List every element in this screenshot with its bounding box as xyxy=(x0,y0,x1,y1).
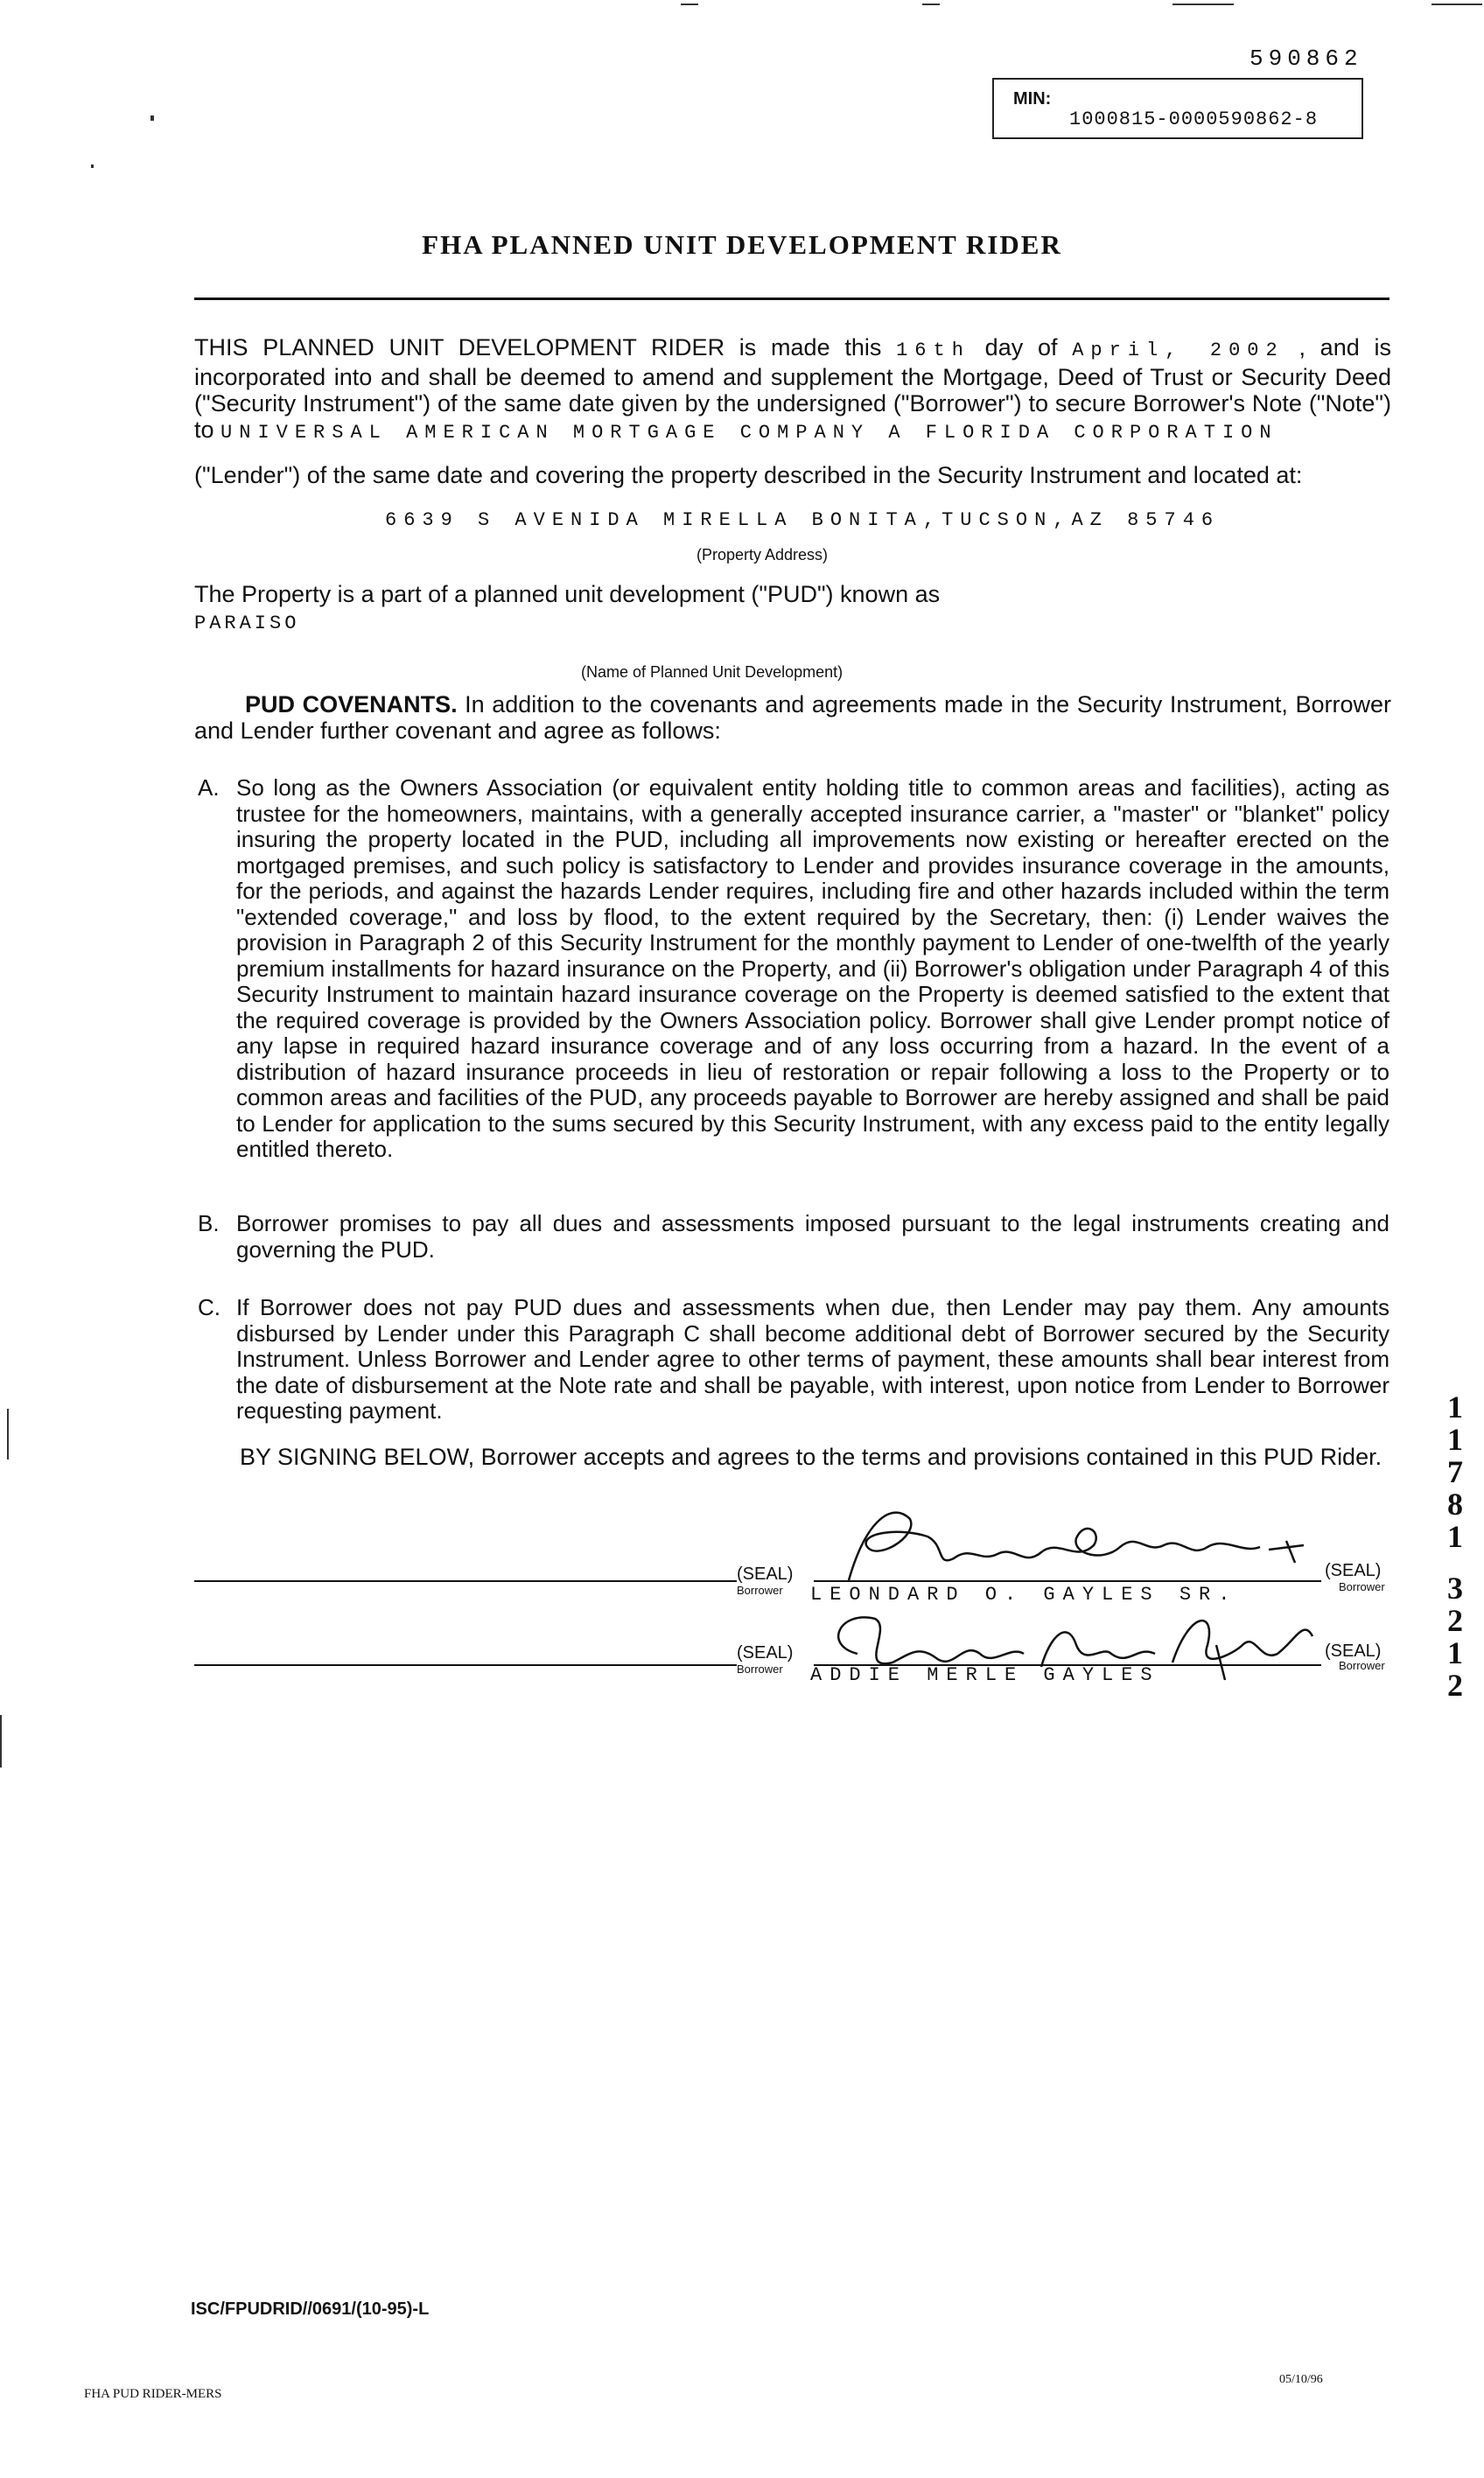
property-address-caption: (Property Address) xyxy=(696,546,829,564)
pud-name-caption: (Name of Planned Unit Development) xyxy=(581,663,844,681)
form-code: ISC/FPUDRID//0691/(10-95)-L xyxy=(191,2300,430,2319)
seal-label: (SEAL) xyxy=(737,1564,794,1584)
borrower-name: ADDIE MERLE GAYLES xyxy=(810,1664,1160,1686)
signature-line xyxy=(194,1580,737,1582)
covenant-letter: B. xyxy=(198,1210,220,1236)
stamp-digit: 2 xyxy=(1447,1603,1463,1638)
covenant-text: So long as the Owners Association (or equivalent entity holding title to common areas and facilities), acting as trustee for the homeowners, maintains, with a generally accepted insurance carrier, a "master" or "blanket" policy insuring the property located in the PUD, including all improvements now existing or hereafter erected on the mortgaged premises, and such policy is satisfactory to Lender and provides insurance coverage in the amounts, for the periods, and against the hazards Lender requires, including fire and other hazards included within the term "extended coverage," and loss by flood, to the extent required by the Secretary, then: (i) Lender waives the provision in Paragraph 2 of this Security Instrument for the monthly payment to Lender of one-twelfth of the yearly premium installments for hazard insurance on the Property, and (ii) Borrower's obligation under Paragraph 4 of this Security Instrument to maintain hazard insurance coverage on the Property is deemed satisfied to the extent that the required coverage is provided by the Owners Association policy. Borrower shall give Lender prompt notice of any lapse in required hazard insurance coverage and of any loss occurring from a hazard. In the event of a distribution of hazard insurance proceeds in lieu of restoration or repair following a loss to the Property or to common areas and facilities of the PUD, any proceeds payable to Borrower are hereby assigned and shall be paid to Lender for application to the sums secured by this Security Instrument, with any excess paid to the entity legally entitled thereto. xyxy=(236,774,1390,1162)
document-number: 590862 xyxy=(1250,46,1363,72)
covenant-item xyxy=(198,1294,1390,1424)
scan-mark xyxy=(1432,4,1482,5)
borrower-signature-2 xyxy=(805,1592,1348,1689)
stamp-digit: 8 xyxy=(1447,1487,1463,1522)
covenant-letter: A. xyxy=(198,774,220,801)
stamp-digit: 3 xyxy=(1447,1571,1463,1606)
seal-label: (SEAL) xyxy=(1325,1642,1382,1661)
stamp-digit: 1 xyxy=(1447,1390,1463,1424)
scan-mark xyxy=(0,1715,2,1768)
role-label: Borrower xyxy=(1339,1580,1385,1593)
covenant-text: Borrower promises to pay all dues and assessments imposed pursuant to the legal instruments creating and governing the PUD. xyxy=(236,1210,1390,1263)
pud-intro: The Property is a part of a planned unit development ("PUD") known as xyxy=(194,581,941,607)
intro-text-1: THIS PLANNED UNIT DEVELOPMENT RIDER is made this xyxy=(194,334,882,360)
scan-mark xyxy=(150,116,154,121)
stamp-digit: 1 xyxy=(1447,1635,1463,1670)
recording-margin-stamp xyxy=(1440,1391,1470,1702)
scan-mark xyxy=(1172,4,1234,5)
borrower-name: LEONDARD O. GAYLES SR. xyxy=(810,1584,1238,1606)
role-label: Borrower xyxy=(1339,1659,1385,1672)
covenants-heading: PUD COVENANTS. xyxy=(245,691,458,718)
min-label: MIN: xyxy=(1013,89,1052,108)
form-name: FHA PUD RIDER-MERS xyxy=(84,2387,222,2401)
stamp-digit: 1 xyxy=(1447,1422,1463,1457)
signing-statement xyxy=(194,1444,1391,1470)
intro-text-3: , and is incorporated into and shall be deemed to amend and supplement the Mortgage, Deed of Trust or Security Deed ("Security Instrument") of the same date given by the undersigned ("Borrower") to secure Borrower's Note ("Note") to xyxy=(194,334,1391,443)
covenant-letter: C. xyxy=(198,1294,220,1320)
stamp-digit: 1 xyxy=(1447,1519,1463,1554)
lender-clause: ("Lender") of the same date and covering the property described in the Security Instrument and located at: xyxy=(194,462,1303,488)
scan-mark xyxy=(7,1409,9,1460)
title-divider xyxy=(194,298,1390,300)
seal-label: (SEAL) xyxy=(737,1643,794,1662)
pud-name: PARAISO xyxy=(194,612,300,634)
lender-name: UNIVERSAL AMERICAN MORTGAGE COMPANY A FLORIDA CORPORATION xyxy=(220,422,1278,444)
document-title: FHA PLANNED UNIT DEVELOPMENT RIDER xyxy=(422,229,1062,260)
property-address: 6639 S AVENIDA MIRELLA BONITA,TUCSON,AZ 85746 xyxy=(385,509,1221,531)
covenant-item xyxy=(198,1210,1390,1263)
form-date: 05/10/96 xyxy=(1279,2373,1323,2386)
role-label: Borrower xyxy=(737,1662,783,1676)
covenants-intro-text: In addition to the covenants and agreements made in the Security Instrument, Borrower and Lender further covenant and agree as follows: xyxy=(194,691,1391,744)
intro-paragraph xyxy=(194,334,1391,446)
rider-month-year: April, 2002 xyxy=(1072,340,1284,361)
min-number: 1000815-0000590862-8 xyxy=(1069,108,1319,130)
scan-mark xyxy=(922,4,940,5)
covenants-intro xyxy=(194,691,1391,744)
scan-mark xyxy=(681,4,698,5)
signing-text: BY SIGNING BELOW, Borrower accepts and agrees to the terms and provisions contained in this PUD Rider. xyxy=(240,1444,1382,1470)
covenant-text: If Borrower does not pay PUD dues and assessments when due, then Lender may pay them. Any amounts disbursed by Lender under this Paragraph C shall become additional debt of Borrower secured by the Security Instrument. Unless Borrower and Lender agree to other terms of payment, these amounts shall bear interest from the date of disbursement at the Note rate and shall be payable, with interest, upon notice from Lender to Borrower requesting payment. xyxy=(236,1294,1390,1424)
intro-text-2: day of xyxy=(984,334,1058,360)
stamp-digit: 2 xyxy=(1447,1668,1463,1703)
role-label: Borrower xyxy=(737,1584,783,1597)
scan-mark xyxy=(91,164,94,168)
borrower-signature-1 xyxy=(814,1484,1321,1598)
seal-label: (SEAL) xyxy=(1325,1561,1382,1580)
rider-day: 16th xyxy=(896,340,970,361)
signature-line xyxy=(194,1664,737,1666)
stamp-gap xyxy=(1440,1553,1470,1572)
stamp-digit: 7 xyxy=(1447,1454,1463,1489)
covenant-item xyxy=(198,774,1390,1163)
